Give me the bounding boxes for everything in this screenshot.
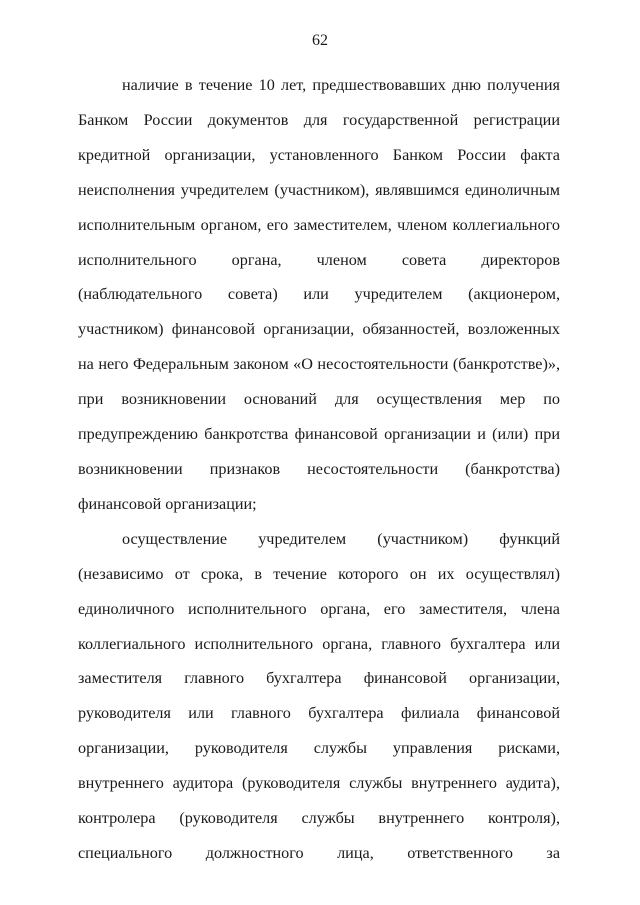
document-body (78, 68, 560, 871)
paragraph-1: наличие в течение 10 лет, предшествовавших дню получения Банком России документов для государственной регистрации кредитной организации, установленного Банком России факта неисполнения учредителем (участником), являвшимся единоличным исполнительным органом, его заместителем, членом коллегиального исполнительного органа, членом совета директоров (наблюдательного совета) или учредителем (акционером, участником) финансовой организации, обязанностей, возложенных на него Федеральным законом «О несостоятельности (банкротстве)», при возникновении оснований для осуществления мер по предупреждению банкротства финансовой организации и (или) при возникновении признаков несостоятельности (банкротства) финансовой организации; (78, 76, 560, 513)
page-number: 62 (312, 32, 328, 49)
paragraph-2: осуществление учредителем (участником) функций (независимо от срока, в течение которого он их осуществлял) единоличного исполнительного органа, его заместителя, члена коллегиального исполнительного органа, главного бухгалтера или заместителя главного бухгалтера финансовой организации, руководителя или главного бухгалтера филиала финансовой организации, руководителя службы управления рисками, внутреннего аудитора (руководителя службы внутреннего аудита), контролера (руководителя службы внутреннего контроля), специального должностного лица, ответственного за (78, 529, 560, 862)
